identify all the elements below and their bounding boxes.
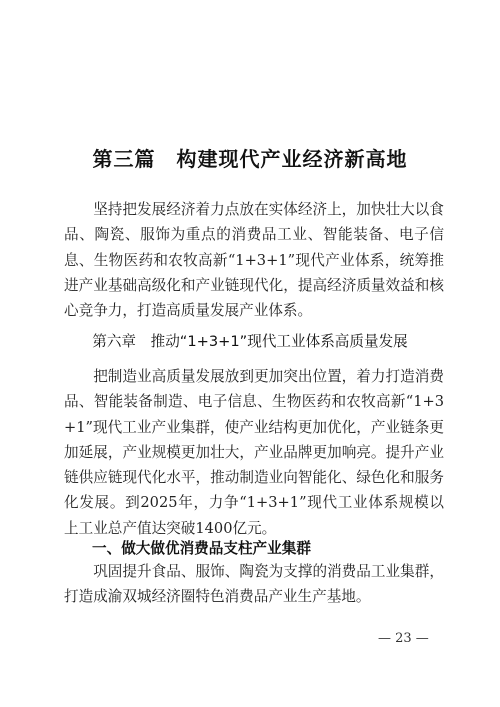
chapter-paragraph: 把制造业高质量发展放到更加突出位置，着力打造消费品、智能装备制造、电子信息、生物医药和农牧高新“1+3+1”现代工业产业集群，使产业结构更加优化，产业链条更加延展，产业规模更加壮大，产业品牌更加响亮。提升产业链供应链现代化水平，推动制造业向智能化、绿色化和服务化发展。到2025年，力争“1+3+1”现代工业体系规模以上工业总产值达突破1400亿元。 [64, 368, 444, 537]
part-title: 第三篇 构建现代产业经济新高地 [92, 147, 408, 171]
intro-paragraph: 坚持把发展经济着力点放在实体经济上，加快壮大以食品、陶瓷、服饰为重点的消费品工业、智能装备、电子信息、生物医药和农牧高新“1+3+1”现代产业体系，统筹推进产业基础高级化和产业链现代化，提高经济质量效益和核心竞争力，打造高质量发展产业体系。 [64, 201, 444, 320]
section-paragraph: 巩固提升食品、服饰、陶瓷为支撑的消费品工业集群，打造成渝双城经济圈特色消费品产业生产基地。 [64, 563, 444, 606]
section-title: 一、做大做优消费品支柱产业集群 [92, 540, 311, 557]
page-number: — 23 — [378, 631, 429, 646]
chapter-title: 第六章 推动“1+3+1”现代工业体系高质量发展 [92, 333, 408, 350]
